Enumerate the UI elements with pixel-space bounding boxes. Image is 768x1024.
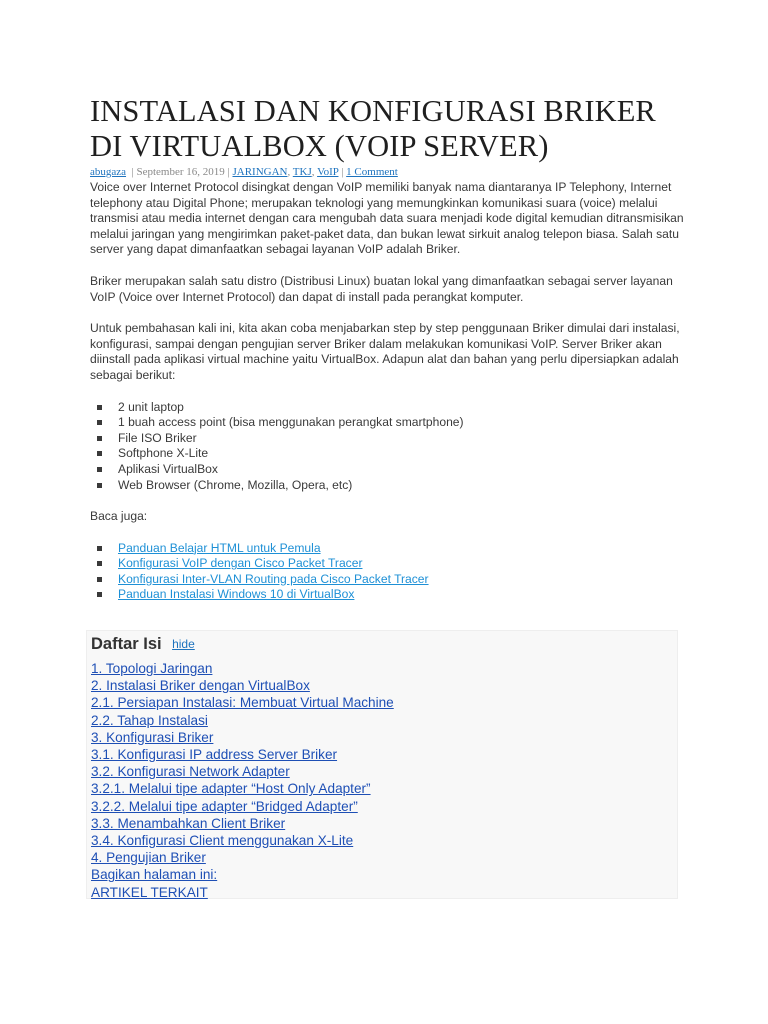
toc-link[interactable]: 3.2.2. Melalui tipe adapter “Bridged Adapter”	[91, 798, 358, 814]
toc-link[interactable]: 2. Instalasi Briker dengan VirtualBox	[91, 678, 310, 694]
toc-link[interactable]: 3.1. Konfigurasi IP address Server Briker	[91, 747, 338, 763]
toc-item	[91, 798, 394, 815]
toc-item	[91, 763, 394, 780]
toc-header	[91, 635, 195, 654]
toc-link[interactable]: 3.2.1. Melalui tipe adapter “Host Only Adapter”	[91, 781, 371, 797]
toc-item	[91, 712, 394, 729]
list-item: Aplikasi VirtualBox	[90, 462, 690, 478]
toc-title: Daftar Isi	[91, 635, 162, 653]
related-link[interactable]: Konfigurasi Inter-VLAN Routing pada Cisco Packet Tracer	[118, 571, 429, 586]
post-date: September 16, 2019	[136, 166, 225, 178]
category-link-voip[interactable]: VoIP	[317, 166, 339, 178]
list-item: 2 unit laptop	[90, 400, 690, 416]
related-articles-link[interactable]: ARTIKEL TERKAIT	[91, 884, 208, 900]
related-link[interactable]: Panduan Instalasi Windows 10 di VirtualBox	[118, 587, 355, 602]
bullet-icon	[97, 561, 102, 566]
table-of-contents	[86, 630, 678, 899]
toc-item	[91, 849, 394, 866]
toc-item	[91, 780, 394, 797]
article-title: INSTALASI DAN KONFIGURASI BRIKER DI VIRTUALBOX (VOIP SERVER)	[90, 94, 656, 163]
author-link[interactable]: abugaza	[90, 166, 127, 178]
toc-link[interactable]: 4. Pengujian Briker	[91, 850, 206, 866]
toc-item	[91, 694, 394, 711]
toc-item	[91, 677, 394, 694]
bullet-icon	[97, 451, 102, 456]
toc-link[interactable]: 3.2. Konfigurasi Network Adapter	[91, 764, 290, 780]
list-item: Softphone X-Lite	[90, 446, 690, 462]
bullet-icon	[97, 405, 102, 410]
list-item	[90, 541, 690, 557]
toc-link[interactable]: 3. Konfigurasi Briker	[91, 729, 214, 745]
share-page-link[interactable]: Bagikan halaman ini:	[91, 867, 218, 883]
list-item: Web Browser (Chrome, Mozilla, Opera, etc)	[90, 478, 690, 494]
list-item: 1 buah access point (bisa menggunakan perangkat smartphone)	[90, 415, 690, 431]
list-item	[90, 572, 690, 588]
bullet-icon	[97, 546, 102, 551]
toc-link[interactable]: 3.3. Menambahkan Client Briker	[91, 815, 286, 831]
list-item: File ISO Briker	[90, 431, 690, 447]
list-item	[90, 587, 690, 603]
toc-hide-toggle[interactable]: hide	[172, 637, 195, 651]
toc-item	[91, 660, 394, 677]
related-link[interactable]: Panduan Belajar HTML untuk Pemula	[118, 540, 321, 555]
toc-link[interactable]: 1. Topologi Jaringan	[91, 661, 213, 676]
toc-item	[91, 746, 394, 763]
bullet-icon	[97, 420, 102, 425]
bullet-icon	[97, 592, 102, 597]
bullet-icon	[97, 467, 102, 472]
category-link-jaringan[interactable]: JARINGAN	[232, 166, 288, 178]
toc-link[interactable]: 2.2. Tahap Instalasi	[91, 712, 208, 728]
bullet-icon	[97, 483, 102, 488]
bullet-icon	[97, 577, 102, 582]
toc-item	[91, 866, 394, 883]
toc-item	[91, 884, 394, 901]
bullet-icon	[97, 436, 102, 441]
category-link-tkj[interactable]: TKJ	[292, 166, 312, 178]
toc-item	[91, 832, 394, 849]
list-item	[90, 556, 690, 572]
toc-list	[91, 660, 394, 901]
toc-link[interactable]: 2.1. Persiapan Instalasi: Membuat Virtual Machine	[91, 695, 394, 711]
briker-paragraph: Briker merupakan salah satu distro (Distribusi Linux) buatan lokal yang dimanfaatkan sebagai server layanan VoIP (Voice over Internet Protocol) dan dapat di install pada perangkat komputer.	[90, 273, 673, 304]
post-meta: abugaza | September 16, 2019 | JARINGAN, TKJ, VoIP | 1 Comment	[90, 166, 398, 178]
intro-paragraph: Voice over Internet Protocol disingkat dengan VoIP memiliki banyak nama diantaranya IP Telephony, Internet telephony atau Digital Phone; merupakan teknologi yang memungkinkan komunikasi suara (voice) melalui transmisi atau media internet dengan cara mengubah data suara menjadi kode digital kemudian ditransmisikan melalui jaringan yang mengirimkan paket-paket data, dan bukan lewat sirkuit analog telepon biasa. Salah satu server yang dapat dimanfaatkan sebagai layanan VoIP adalah Briker.	[90, 180, 684, 257]
toc-item	[91, 815, 394, 832]
related-link[interactable]: Konfigurasi VoIP dengan Cisco Packet Tracer	[118, 556, 363, 571]
requirements-list	[90, 400, 690, 494]
toc-item	[91, 729, 394, 746]
baca-juga-label: Baca juga:	[90, 509, 148, 524]
tutorial-paragraph: Untuk pembahasan kali ini, kita akan coba menjabarkan step by step penggunaan Briker dimulai dari instalasi, konfigurasi, sampai dengan pengujian server Briker dalam melakukan komunikasi VoIP. Server Briker akan diinstall pada aplikasi virtual machine yaitu VirtualBox. Adapun alat dan bahan yang perlu dipersiapkan adalah sebagai berikut:	[90, 321, 680, 382]
comments-link[interactable]: 1 Comment	[346, 166, 398, 178]
article	[90, 94, 690, 603]
related-links-list	[90, 541, 690, 603]
toc-link[interactable]: 3.4. Konfigurasi Client menggunakan X-Lite	[91, 833, 354, 849]
